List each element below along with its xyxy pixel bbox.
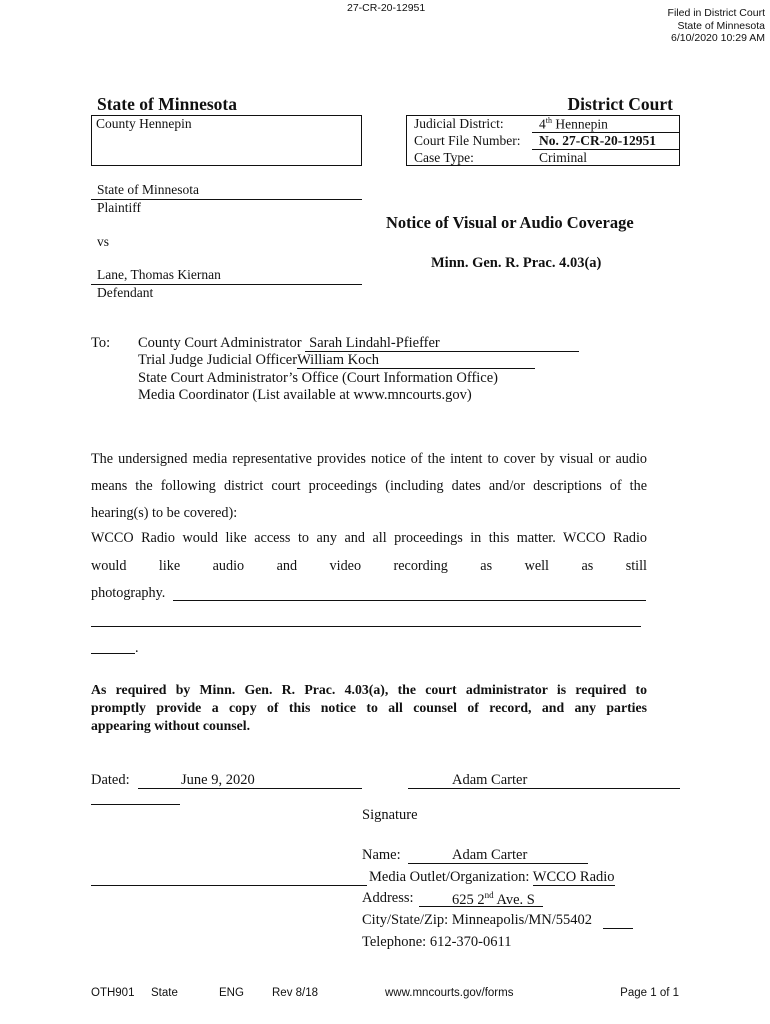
case-number-header: 27-CR-20-12951 — [347, 2, 426, 14]
defendant-name: Lane, Thomas Kiernan — [97, 267, 221, 282]
address-label: Address: — [362, 890, 414, 906]
filed-stamp-line1: Filed in District Court — [667, 7, 765, 19]
plaintiff-label: Plaintiff — [97, 200, 142, 215]
media-outlet-field — [369, 869, 615, 886]
judicial-district-suffix: th — [545, 116, 552, 125]
telephone-value: 612-370-0611 — [429, 934, 512, 950]
coverage-description-line1: WCCO Radio would like access to any and all proceedings in this matter. WCCO Radio — [91, 530, 647, 546]
city-state-zip-label: City/State/Zip: — [362, 912, 449, 928]
court-file-label: Court File Number: — [414, 133, 521, 148]
judicial-district-number: 4 — [539, 116, 546, 132]
to-label: To: — [91, 335, 111, 351]
coverage-blank-line — [91, 653, 135, 654]
required-notice-line3: appearing without counsel. — [91, 718, 251, 733]
plaintiff-name: State of Minnesota — [97, 182, 199, 197]
court-admin-label: County Court Administrator — [138, 335, 302, 351]
case-type-label: Case Type: — [414, 150, 474, 165]
coverage-end-period: . — [135, 640, 139, 656]
filed-stamp-line3: 6/10/2020 10:29 AM — [671, 32, 765, 44]
coverage-description-line2: would like audio and video recording as well as still — [91, 558, 647, 574]
judge-label: Trial Judge Judicial Officer — [138, 352, 298, 368]
address-number: 625 2 — [452, 891, 485, 908]
notice-title: Notice of Visual or Audio Coverage — [386, 213, 634, 232]
to-line-court-admin — [138, 335, 579, 352]
court-admin-value: Sarah Lindahl-Pfieffer — [305, 335, 579, 352]
judicial-district-name: Hennepin — [555, 116, 608, 132]
court-title: District Court — [567, 94, 673, 114]
address-value — [452, 890, 535, 909]
judicial-district-value — [539, 116, 608, 133]
coverage-blank-line — [173, 600, 646, 601]
media-outlet-leading-line — [91, 885, 367, 886]
body-paragraph-line1: The undersigned media representative provides notice of the intent to cover by visual or audio — [91, 451, 647, 467]
vs-label: vs — [97, 234, 110, 249]
footer-form-code: OTH901 — [91, 987, 135, 999]
city-state-zip-value: Minneapolis/MN/55402 — [451, 912, 592, 928]
to-line-media-coordinator: Media Coordinator (List available at www.mncourts.gov) — [138, 387, 472, 403]
judge-value: William Koch — [297, 352, 535, 369]
telephone-label: Telephone: — [362, 934, 427, 950]
media-outlet-label: Media Outlet/Organization: — [369, 869, 530, 885]
filed-stamp-line2: State of Minnesota — [677, 19, 765, 32]
address-street: Ave. S — [493, 891, 535, 908]
media-outlet-value: WCCO Radio — [532, 869, 615, 885]
name-label: Name: — [362, 847, 401, 863]
footer-language: ENG — [219, 987, 244, 999]
defendant-label: Defendant — [97, 285, 154, 300]
body-paragraph-line2: means the following district court proceedings (including dates and/or descriptions of the — [91, 478, 647, 494]
court-file-value: No. 27-CR-20-12951 — [539, 133, 656, 148]
dated-label: Dated: — [91, 772, 130, 788]
state-title: State of Minnesota — [97, 94, 237, 114]
body-paragraph-line3: hearing(s) to be covered): — [91, 505, 238, 521]
footer-category: State — [151, 987, 178, 999]
case-type-value: Criminal — [539, 150, 587, 165]
footer-revision: Rev 8/18 — [272, 987, 319, 999]
dated-continuation-line — [91, 804, 180, 805]
dated-value: June 9, 2020 — [181, 772, 255, 788]
to-line-state-admin: State Court Administrator’s Office (Court Information Office) — [138, 370, 499, 386]
judicial-district-label: Judicial District: — [414, 116, 504, 131]
signer-value: Adam Carter — [452, 772, 528, 788]
signature-label: Signature — [362, 807, 418, 823]
address-suffix: nd — [484, 890, 494, 900]
name-value: Adam Carter — [452, 847, 528, 863]
notice-rule: Minn. Gen. R. Prac. 4.03(a) — [431, 255, 602, 271]
telephone-field — [362, 934, 511, 951]
footer-url[interactable]: www.mncourts.gov/forms — [385, 987, 514, 999]
footer-page-number: Page 1 of 1 — [620, 987, 679, 999]
city-state-zip-line — [603, 928, 633, 929]
filed-stamp — [668, 7, 765, 45]
coverage-description-line3: photography. — [91, 585, 166, 601]
required-notice-line1: As required by Minn. Gen. R. Prac. 4.03(a), the court administrator is required to — [91, 682, 647, 697]
required-notice-line2: promptly provide a copy of this notice to all counsel of record, and any parties — [91, 700, 647, 715]
city-state-zip-field — [362, 912, 592, 929]
coverage-blank-line — [91, 626, 641, 627]
county-label: County Hennepin — [96, 116, 192, 131]
to-line-judge — [138, 352, 535, 369]
signature-line — [408, 788, 680, 789]
